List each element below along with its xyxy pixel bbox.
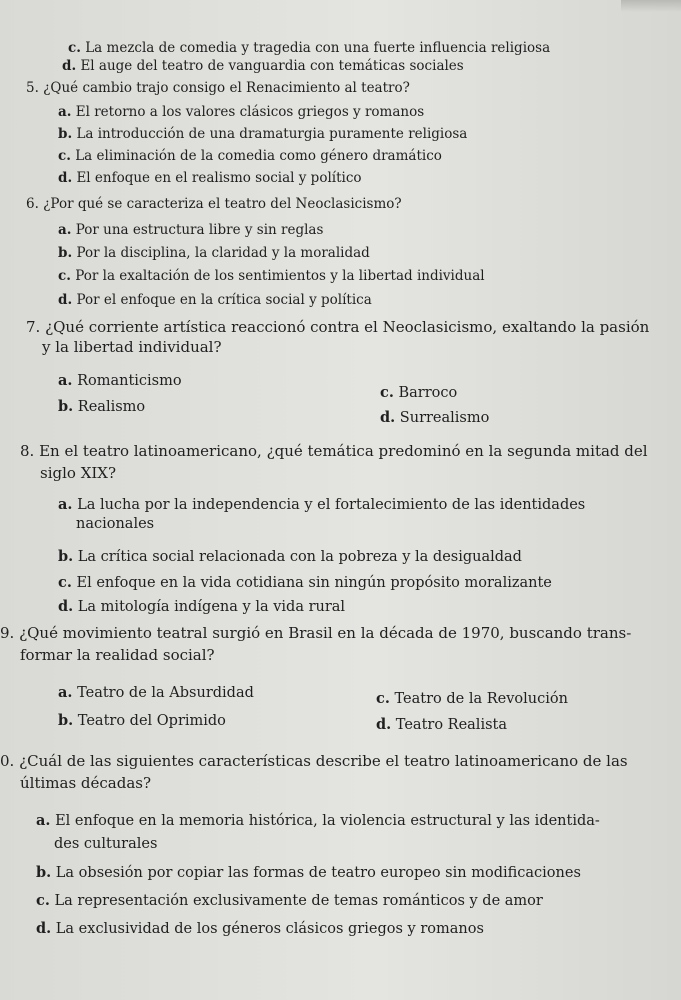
question-5: 5. ¿Qué cambio trajo consigo el Renacimiento al teatro? — [26, 80, 410, 96]
option-5c: c. La eliminación de la comedia como género dramático — [58, 148, 442, 164]
option-10c: c. La representación exclusivamente de temas románticos y de amor — [36, 892, 543, 909]
question-9-line-1: 9. ¿Qué movimiento teatral surgió en Brasil en la década de 1970, buscando trans- — [0, 624, 632, 642]
option-7c: c. Barroco — [380, 384, 458, 401]
option-8d: d. La mitología indígena y la vida rural — [58, 598, 346, 615]
option-7d: d. Surrealismo — [380, 409, 490, 426]
option-7a: a. Romanticismo — [58, 372, 182, 389]
option-6c: c. Por la exaltación de los sentimientos y la libertad individual — [58, 268, 485, 284]
option-5a: a. El retorno a los valores clásicos griegos y romanos — [58, 104, 425, 120]
option-7b: b. Realismo — [58, 398, 146, 415]
question-10-line-1: 0. ¿Cuál de las siguientes características describe el teatro latinoamericano de las — [0, 752, 628, 770]
question-6: 6. ¿Por qué se caracteriza el teatro del Neoclasicismo? — [26, 196, 402, 212]
option-6d: d. Por el enfoque en la crítica social y política — [58, 292, 372, 308]
question-7-line-1: 7. ¿Qué corriente artística reaccionó contra el Neoclasicismo, exaltando la pasión — [26, 318, 650, 336]
option-5b: b. La introducción de una dramaturgia puramente religiosa — [58, 126, 468, 142]
page-corner-shadow — [621, 0, 681, 12]
option-8b: b. La crítica social relacionada con la pobreza y la desigualdad — [58, 548, 522, 565]
option-4c: c. La mezcla de comedia y tragedia con una fuerte influencia religiosa — [68, 40, 551, 56]
option-9a: a. Teatro de la Absurdidad — [58, 684, 254, 701]
option-9b: b. Teatro del Oprimido — [58, 712, 226, 729]
option-8a-line-1: a. La lucha por la independencia y el fortalecimiento de las identidades — [58, 496, 586, 513]
option-6b: b. Por la disciplina, la claridad y la moralidad — [58, 245, 370, 261]
option-8a-line-2: nacionales — [76, 516, 155, 532]
question-7-line-2: y la libertad individual? — [42, 338, 222, 356]
option-4d: d. El auge del teatro de vanguardia con temáticas sociales — [62, 58, 464, 74]
option-10b: b. La obsesión por copiar las formas de teatro europeo sin modificaciones — [36, 864, 581, 881]
question-9-line-2: formar la realidad social? — [20, 646, 215, 664]
option-9d: d. Teatro Realista — [376, 716, 507, 733]
question-8-line-1: 8. En el teatro latinoamericano, ¿qué temática predominó en la segunda mitad del — [20, 442, 648, 460]
question-8-line-2: siglo XIX? — [40, 464, 117, 482]
question-10-line-2: últimas décadas? — [20, 774, 152, 792]
option-10d: d. La exclusividad de los géneros clásicos griegos y romanos — [36, 920, 484, 937]
option-6a: a. Por una estructura libre y sin reglas — [58, 222, 324, 238]
option-8c: c. El enfoque en la vida cotidiana sin ningún propósito moralizante — [58, 574, 552, 591]
option-5d: d. El enfoque en el realismo social y político — [58, 170, 362, 186]
option-9c: c. Teatro de la Revolución — [376, 690, 568, 707]
option-10a-line-2: des culturales — [54, 836, 158, 852]
option-10a-line-1: a. El enfoque en la memoria histórica, la violencia estructural y las identida- — [36, 812, 600, 829]
